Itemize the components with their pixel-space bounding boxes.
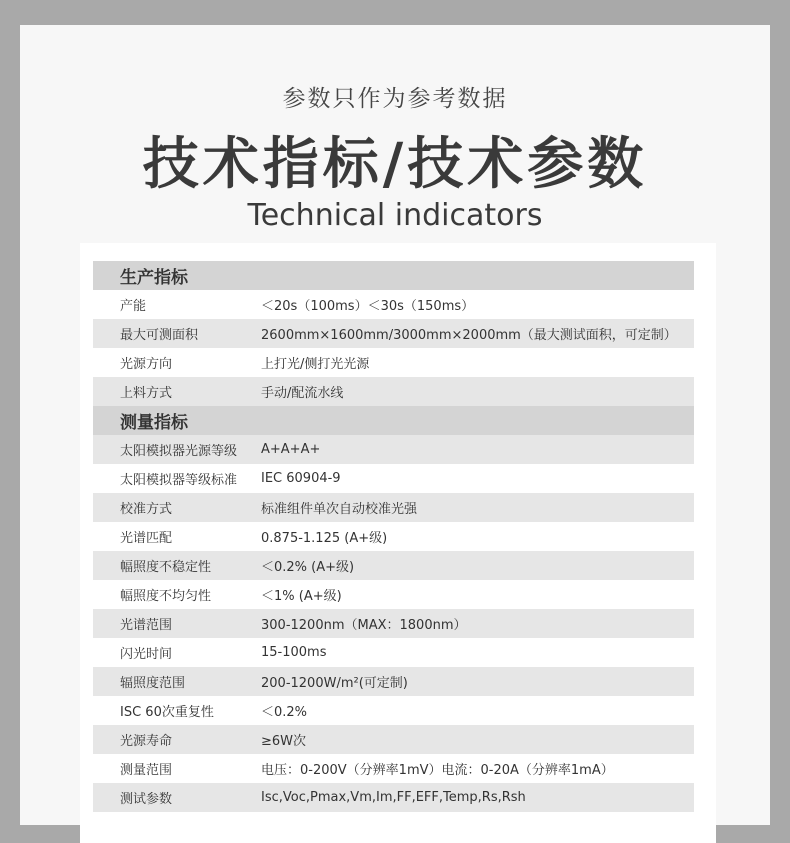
spec-label: 幅照度不稳定性: [120, 560, 212, 575]
spec-value: 手动/配流水线: [261, 386, 344, 401]
spec-value: ＜0.2% (A+级): [261, 560, 355, 575]
spec-label: 光源寿命: [120, 734, 173, 749]
spec-value: 电压：0-200V（分辨率1mV）电流：0-20A（分辨率1mA）: [261, 763, 614, 778]
page-title-english: Technical indicators: [247, 198, 543, 233]
section-header: [93, 261, 694, 290]
spec-value: 300-1200nm（MAX：1800nm）: [261, 618, 467, 633]
table-row: [93, 290, 694, 319]
spec-label: 上料方式: [120, 386, 173, 401]
spec-value: 标准组件单次自动校准光强: [261, 502, 418, 517]
spec-label: 闪光时间: [120, 647, 173, 662]
table-row: [93, 696, 694, 725]
spec-label: ISC 60次重复性: [120, 705, 214, 720]
spec-label: 光源方向: [120, 357, 173, 372]
table-row: [93, 551, 694, 580]
spec-value: 200-1200W/m²(可定制): [261, 676, 408, 691]
spec-value: 上打光/侧打光光源: [261, 357, 370, 372]
spec-label: 太阳模拟器等级标准: [120, 473, 238, 488]
section-title: 测量指标: [120, 413, 188, 433]
spec-label: 产能: [120, 299, 147, 314]
spec-value: ≥6W次: [261, 734, 307, 749]
table-row: [93, 464, 694, 493]
table-row: [93, 725, 694, 754]
spec-label: 太阳模拟器光源等级: [120, 444, 238, 459]
spec-table: [93, 261, 694, 812]
table-row: [93, 754, 694, 783]
subtitle: 参数只作为参考数据: [282, 86, 508, 112]
spec-value: 2600mm×1600mm/3000mm×2000mm（最大测试面积，可定制）: [261, 328, 677, 343]
spec-value: IEC 60904-9: [261, 471, 341, 486]
section-header: [93, 406, 694, 435]
table-row: [93, 377, 694, 406]
spec-label: 测量范围: [120, 763, 173, 778]
table-row: [93, 435, 694, 464]
spec-value: ＜0.2%: [261, 705, 308, 720]
table-row: [93, 609, 694, 638]
spec-label: 测试参数: [120, 792, 173, 807]
section-title: 生产指标: [120, 268, 188, 288]
spec-label: 辐照度范围: [120, 676, 186, 691]
spec-value: A+A+A+: [261, 442, 321, 457]
table-row: [93, 783, 694, 812]
spec-label: 校准方式: [120, 502, 173, 517]
spec-value: ＜1% (A+级): [261, 589, 342, 604]
spec-value: 15-100ms: [261, 645, 327, 660]
table-row: [93, 667, 694, 696]
table-row: [93, 493, 694, 522]
spec-label: 最大可测面积: [120, 328, 199, 343]
table-row: [93, 580, 694, 609]
spec-value: ＜20s（100ms）＜30s（150ms）: [261, 299, 475, 314]
page-title: 技术指标/技术参数: [142, 132, 648, 197]
table-row: [93, 319, 694, 348]
spec-label: 光谱匹配: [120, 531, 173, 546]
table-row: [93, 348, 694, 377]
spec-value: 0.875-1.125 (A+级): [261, 531, 388, 546]
spec-label: 幅照度不均匀性: [120, 589, 212, 604]
table-row: [93, 522, 694, 551]
spec-label: 光谱范围: [120, 618, 173, 633]
table-row: [93, 638, 694, 667]
spec-value: Isc,Voc,Pmax,Vm,Im,FF,EFF,Temp,Rs,Rsh: [261, 790, 526, 805]
